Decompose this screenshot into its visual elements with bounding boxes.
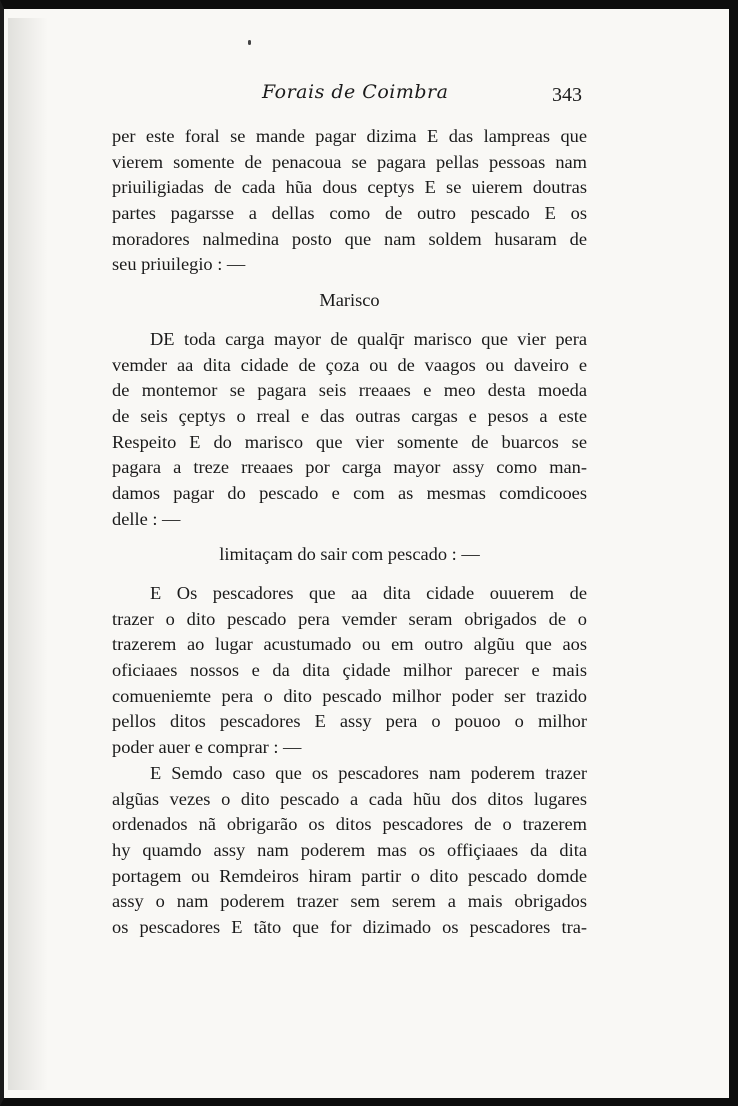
- text-line: pagara a treze rreaaes por carga mayor assy como man-: [112, 457, 587, 478]
- text-line: de montemor se pagara seis rreaaes e meo desta moeda: [112, 380, 587, 401]
- text-line: delle : —: [112, 508, 181, 529]
- text-line: comueniemte pera o dito pescado milhor poder ser trazido: [112, 685, 587, 706]
- text-line: partes pagarsse a dellas como de outro pescado E os: [112, 203, 587, 224]
- text-line: oficiaaes nossos e da dita çidade milhor parecer e mais: [112, 660, 587, 681]
- text-line: vemder aa dita cidade de çoza ou de vaagos ou daveiro e: [112, 354, 587, 375]
- section-heading-limitacam: limitaçam do sair com pescado : —: [219, 544, 480, 565]
- text-line: damos pagar do pescado e com as mesmas comdicooes: [112, 482, 587, 503]
- text-line: trazerem ao lugar acustumado ou em outro algũu que aos: [112, 634, 587, 655]
- text-line: per este foral se mande pagar dizima E das lampreas que: [112, 126, 587, 146]
- body-text: [112, 124, 587, 941]
- ink-speck: [248, 40, 251, 45]
- text-line: trazer o dito pescado pera vemder seram obrigados de o: [112, 608, 587, 629]
- text-line: vierem somente de penacoua se pagara pellas pessoas nam: [112, 151, 587, 172]
- text-line: E Os pescadores que aa dita cidade ouuerem de: [150, 583, 587, 603]
- text-line: hy quamdo assy nam poderem mas os offiçiaaes da dita: [112, 839, 587, 860]
- page-header: [4, 81, 738, 111]
- text-line: os pescadores E tãto que for dizimado os pescadores tra-: [112, 916, 587, 937]
- text-line: DE toda carga mayor de qualq̄r marisco que vier pera: [150, 328, 587, 349]
- binding-shadow: [8, 18, 48, 1090]
- text-line: seu priuilegio : —: [112, 254, 246, 275]
- section-heading-marisco: Marisco: [319, 290, 380, 311]
- page-number: 343: [552, 84, 582, 106]
- text-line: moradores nalmedina posto que nam soldem husaram de: [112, 228, 587, 249]
- text-line: assy o nam poderem trazer sem serem a mais obrigados: [112, 891, 587, 912]
- text-line: pellos ditos pescadores E assy pera o pouoo o milhor: [112, 711, 587, 732]
- text-line: de seis çeptys o rreal e das outras cargas e pesos a este: [112, 405, 587, 426]
- text-line: algũas vezes o dito pescado a cada hũu dos ditos lugares: [112, 788, 587, 809]
- text-line: E Semdo caso que os pescadores nam poderem trazer: [150, 762, 587, 783]
- text-line: portagem ou Remdeiros hiram partir o dito pescado domde: [112, 865, 587, 886]
- text-line: priuiligiadas de cada hũa dous ceptys E se uierem doutras: [112, 177, 587, 198]
- text-line: ordenados nã obrigarão os ditos pescadores de o trazerem: [112, 814, 587, 835]
- text-line: poder auer e comprar : —: [112, 737, 302, 758]
- running-title: Forais de Coimbra: [262, 81, 449, 103]
- text-line: Respeito E do marisco que vier somente de buarcos se: [112, 431, 587, 452]
